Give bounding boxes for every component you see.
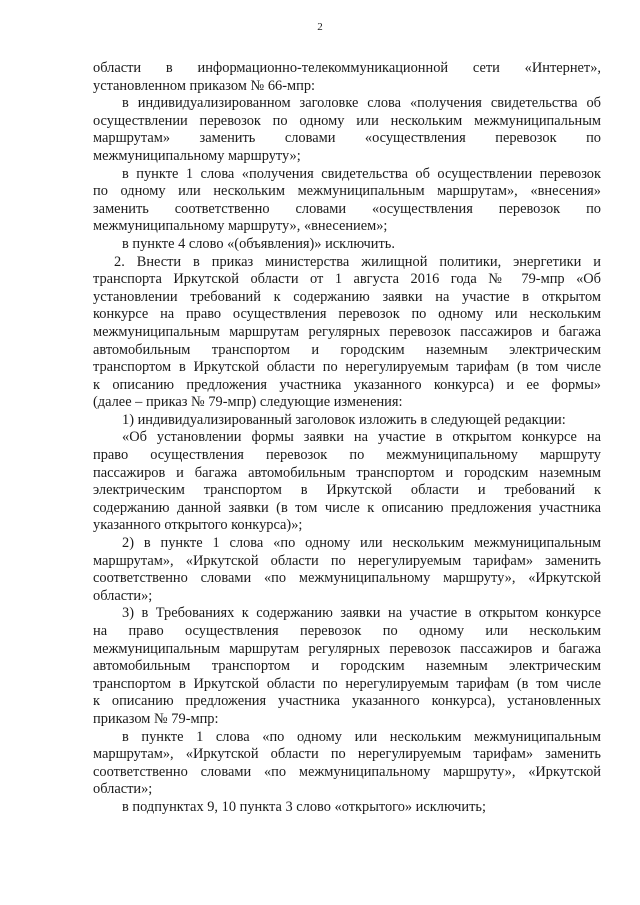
text-line: межмуниципальному маршруту»; — [93, 147, 301, 164]
text-line: автомобильным транспортом и городским наземным электрическим — [93, 341, 601, 358]
text-line: транспортом в Иркутской области по нерегулируемым тарифам (в том числе — [93, 359, 601, 376]
text-line: (далее – приказ № 79-мпр) следующие изменения: — [93, 394, 403, 411]
text-line: 2. Внести в приказ министерства жилищной политики, энергетики и — [114, 253, 601, 270]
text-line: в пункте 1 слова «по одному или нескольким межмуниципальным — [122, 728, 601, 745]
text-line: области»; — [93, 781, 153, 798]
text-line: транспортом в Иркутской области по нерегулируемым тарифам (в том числе — [93, 675, 601, 692]
text-line: 3) в Требованиях к содержанию заявки на участие в открытом конкурсе — [122, 605, 601, 622]
text-line: маршрутам» заменить словами «осуществления перевозок по — [93, 130, 601, 147]
text-line: установленном приказом № 66-мпр: — [93, 77, 316, 94]
text-line: пассажиров и багажа автомобильным транспортом и городским наземным — [93, 464, 601, 481]
text-line: в подпунктах 9, 10 пункта 3 слово «открытого» исключить; — [122, 798, 486, 815]
text-line: электрическим транспортом в Иркутской области и требований к — [93, 482, 601, 499]
text-line: межмуниципальным маршрутам регулярных перевозок пассажиров и багажа — [93, 323, 601, 340]
text-line: 1) индивидуализированный заголовок изложить в следующей редакции: — [122, 411, 566, 428]
document-body — [93, 60, 601, 817]
text-line: установлении требований к содержанию заявки на участие в открытом — [93, 288, 601, 305]
text-line: автомобильным транспортом и городским наземным электрическим — [93, 658, 601, 675]
text-line: к описанию предложения участника указанного конкурса), установленных — [93, 693, 601, 710]
text-line: к описанию предложения участника указанного конкурса) и ее формы» — [93, 376, 601, 393]
text-line: осуществлении перевозок по одному или нескольким межмуниципальным — [93, 112, 601, 129]
text-line: в пункте 1 слова «получения свидетельства об осуществлении перевозок — [122, 165, 601, 182]
text-line: по одному или нескольким межмуниципальным маршрутам», «внесения» — [93, 183, 601, 200]
text-line: межмуниципальному маршруту», «внесением»; — [93, 218, 388, 235]
text-line: конкурсе на право осуществления перевозок по одному или нескольким — [93, 306, 601, 323]
text-line: маршрутам», «Иркутской области по нерегулируемым тарифам» заменить — [93, 552, 601, 569]
text-line: «Об установлении формы заявки на участие в открытом конкурсе на — [122, 429, 601, 446]
text-line: соответственно словами «по межмуниципальному маршруту», «Иркутской — [93, 763, 601, 780]
text-line: содержанию данной заявки (в том числе к описанию предложения участника — [93, 499, 601, 516]
text-line: области»; — [93, 587, 153, 604]
text-line: области в информационно-телекоммуникационной сети «Интернет», — [93, 60, 601, 76]
text-line: на право осуществления перевозок по одному или нескольким — [93, 623, 601, 639]
page-number: 2 — [317, 21, 323, 33]
text-line: межмуниципальным маршрутам регулярных перевозок пассажиров и багажа — [93, 640, 601, 657]
text-line: в пункте 4 слово «(объявления)» исключить. — [122, 235, 395, 252]
text-line: право осуществления перевозок по межмуниципальному маршруту — [93, 447, 601, 464]
text-line: транспорта Иркутской области от 1 августа 2016 года № 79-мпр «Об — [93, 271, 601, 288]
text-line: в индивидуализированном заголовке слова «получения свидетельства об — [122, 95, 601, 112]
text-line: приказом № 79-мпр: — [93, 710, 219, 727]
text-line: заменить соответственно словами «осуществления перевозок по — [93, 200, 601, 217]
text-line: соответственно словами «по межмуниципальному маршруту», «Иркутской — [93, 570, 601, 587]
text-line: 2) в пункте 1 слова «по одному или нескольким межмуниципальным — [122, 535, 601, 552]
text-line: маршрутам», «Иркутской области по нерегулируемым тарифам» заменить — [93, 746, 601, 763]
text-line: указанного открытого конкурса)»; — [93, 517, 303, 534]
